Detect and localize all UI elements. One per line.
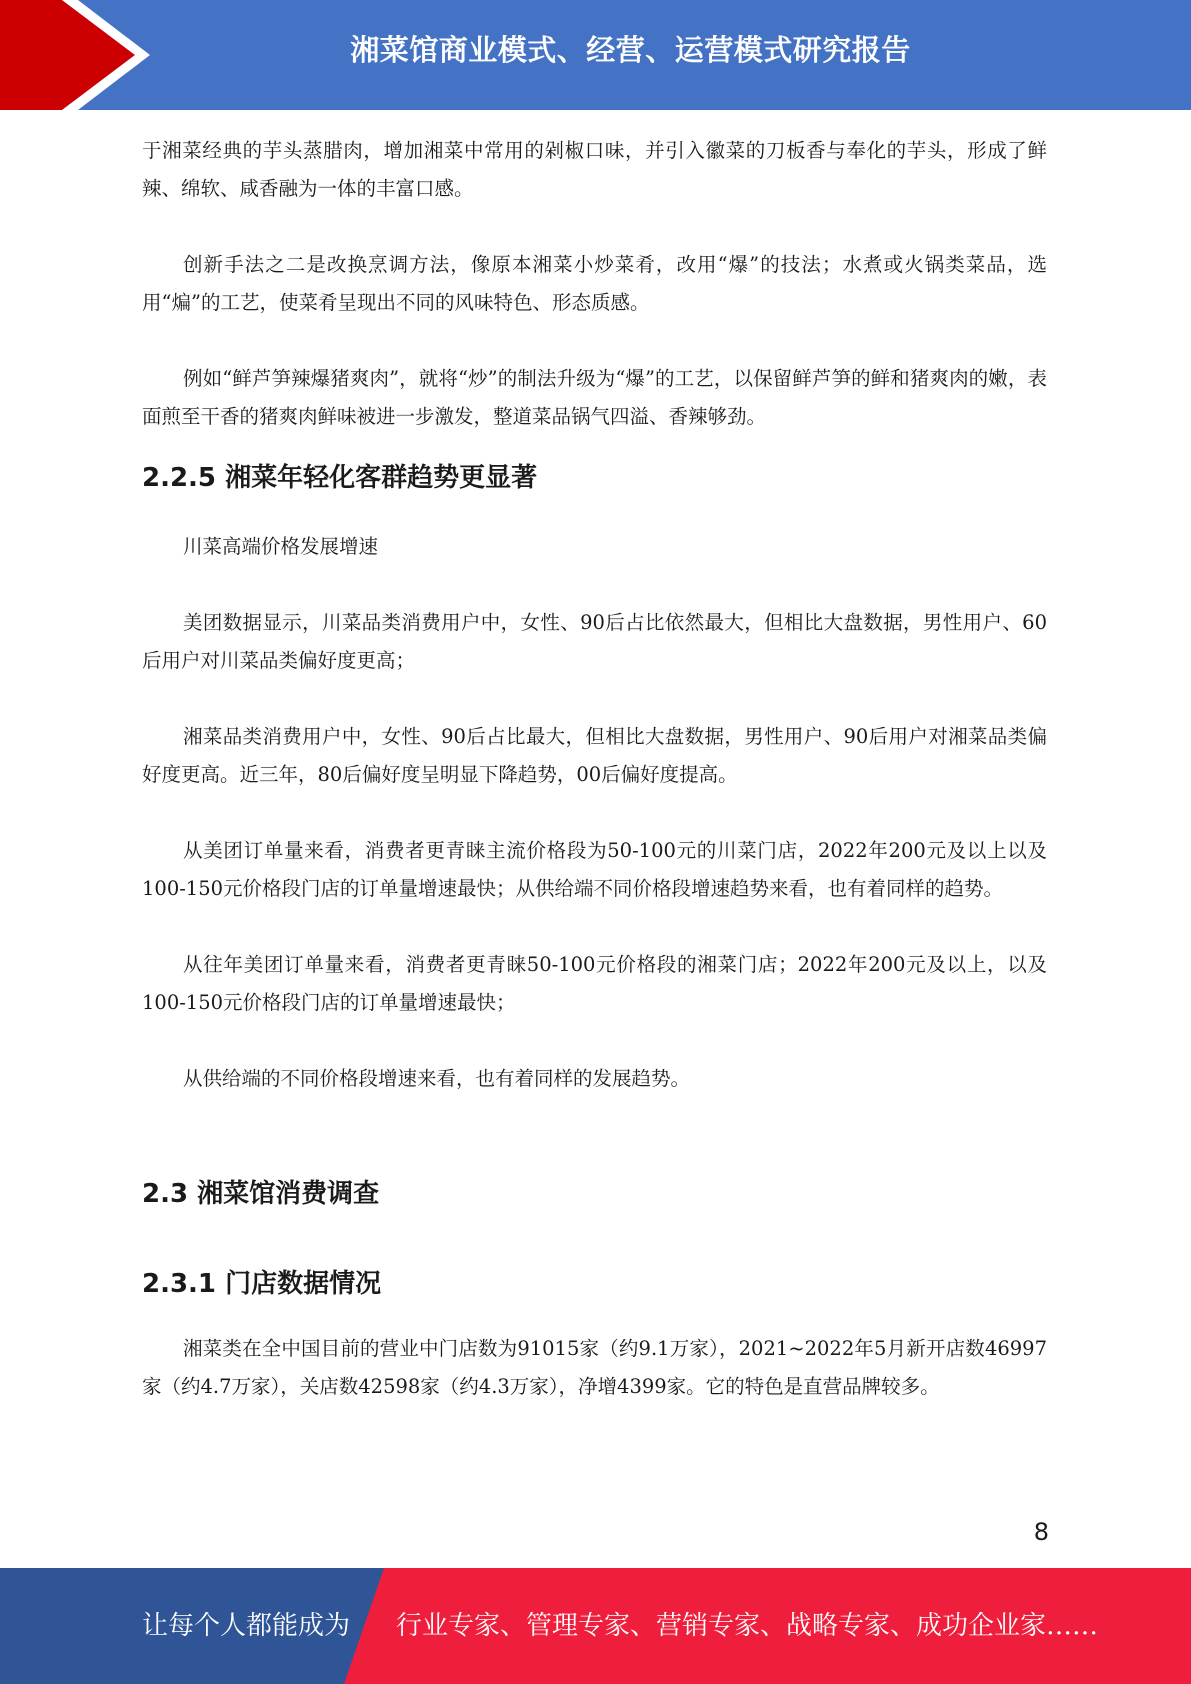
paragraph: 美团数据显示，川菜品类消费用户中，女性、90后占比依然最大，但相比大盘数据，男性用户、60后用户对川菜品类偏好度更高； [142,611,1047,672]
page-number: 8 [1033,1518,1049,1546]
section-heading-2-3: 2.3 湘菜馆消费调查 [142,1179,380,1209]
footer-slogan-right: 行业专家、管理专家、营销专家、战略专家、成功企业家…… [396,1611,1099,1641]
header-chevron-decoration [0,0,160,110]
section-heading-2-3-1: 2.3.1 门店数据情况 [142,1269,382,1299]
paragraph: 从供给端的不同价格段增速来看，也有着同样的发展趋势。 [183,1067,691,1090]
section-heading-2-2-5: 2.2.5 湘菜年轻化客群趋势更显著 [142,463,538,493]
paragraph: 于湘菜经典的芋头蒸腊肉，增加湘菜中常用的剁椒口味，并引入徽菜的刀板香与奉化的芋头，形成了鲜辣、绵软、咸香融为一体的丰富口感。 [142,139,1047,200]
paragraph: 例如“鲜芦笋辣爆猪爽肉”，就将“炒”的制法升级为“爆”的工艺，以保留鲜芦笋的鲜和猪爽肉的嫩，表面煎至干香的猪爽肉鲜味被进一步激发，整道菜品锅气四溢、香辣够劲。 [142,367,1047,428]
paragraph: 川菜高端价格发展增速 [183,535,379,558]
paragraph: 湘菜品类消费用户中，女性、90后占比最大，但相比大盘数据，男性用户、90后用户对湘菜品类偏好度更高。近三年，80后偏好度呈明显下降趋势，00后偏好度提高。 [142,725,1047,786]
paragraph: 从往年美团订单量来看，消费者更青睐50-100元价格段的湘菜门店；2022年200元及以上，以及100-150元价格段门店的订单量增速最快； [142,953,1047,1014]
footer-slogan-left: 让每个人都能成为 [142,1611,351,1641]
paragraph: 创新手法之二是改换烹调方法，像原本湘菜小炒菜肴，改用“爆”的技法；水煮或火锅类菜品，选用“煸”的工艺，使菜肴呈现出不同的风味特色、形态质感。 [142,253,1047,314]
document-body [142,132,1047,1406]
page-footer [0,1568,1191,1684]
paragraph: 湘菜类在全中国目前的营业中门店数为91015家（约9.1万家），2021~2022年5月新开店数46997家（约4.7万家），关店数42598家（约4.3万家），净增4399家。它的特色是直营品牌较多。 [142,1337,1047,1398]
page-header [0,0,1191,110]
report-title: 湘菜馆商业模式、经营、运营模式研究报告 [350,33,911,67]
paragraph: 从美团订单量来看，消费者更青睐主流价格段为50-100元的川菜门店，2022年200元及以上以及100-150元价格段门店的订单量增速最快；从供给端不同价格段增速趋势来看，也有着同样的趋势。 [142,839,1047,900]
